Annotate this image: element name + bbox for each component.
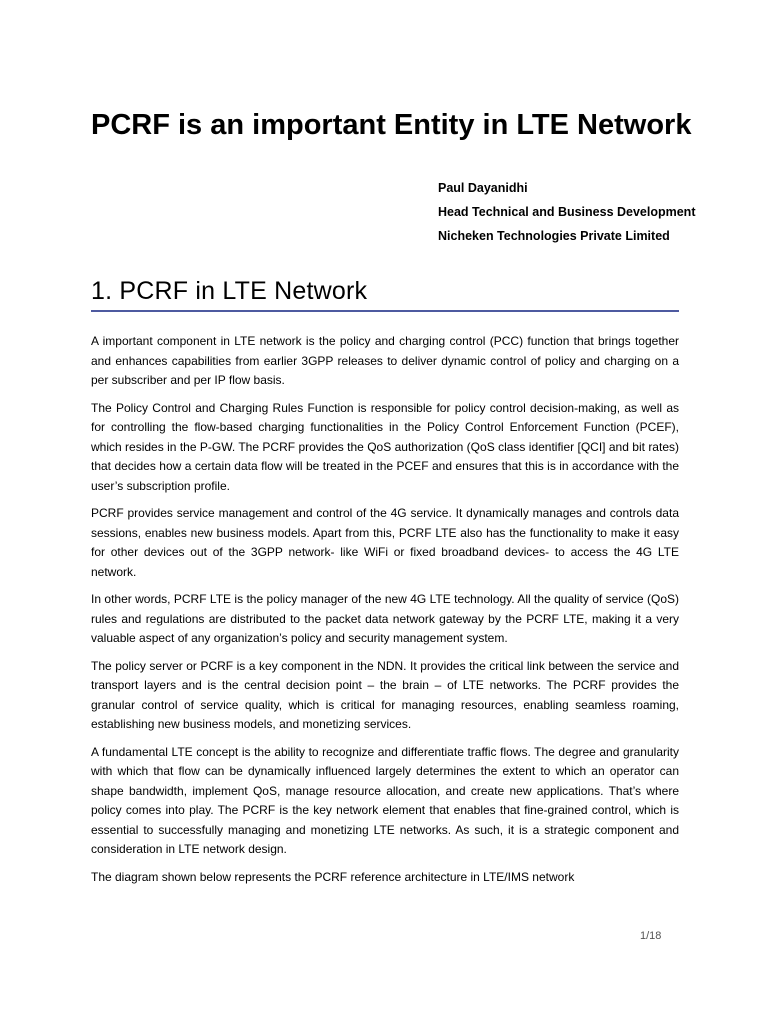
author-block xyxy=(438,176,728,248)
paragraph: PCRF provides service management and control of the 4G service. It dynamically manages and controls data sessions, enables new business models. Apart from this, PCRF LTE also has the functionality to make it easy for other devices out of the 3GPP network- like WiFi or fixed broadband devices- to access the 4G LTE network. xyxy=(91,506,679,579)
paragraph: In other words, PCRF LTE is the policy manager of the new 4G LTE technology. All the quality of service (QoS) rules and regulations are distributed to the packet data network gateway by the PCRF LTE, making it a very valuable aspect of any organization’s policy and security management system. xyxy=(91,592,679,645)
paragraph: A important component in LTE network is the policy and charging control (PCC) function that brings together and enhances capabilities from earlier 3GPP releases to deliver dynamic control of policy and charging on a per subscriber and per IP flow basis. xyxy=(91,334,679,387)
section-heading-text: 1. PCRF in LTE Network xyxy=(91,277,368,305)
paragraph: A fundamental LTE concept is the ability to recognize and differentiate traffic flows. The degree and granularity with which that flow can be dynamically influenced largely determines the extent to which an operator can shape bandwidth, implement QoS, manage resource allocation, and create new applications. That’s where policy comes into play. The PCRF is the key network element that enables that fine-grained control, which is essential to successfully managing and monetizing LTE networks. As such, it is a strategic component and consideration in LTE network design. xyxy=(91,744,679,856)
body-text xyxy=(91,332,679,895)
paragraph: The policy server or PCRF is a key component in the NDN. It provides the critical link between the service and transport layers and is the central decision point – the brain – of LTE networks. The PCRF provides the granular control of service quality, which is critical for managing resources, enabling seamless roaming, establishing new business models, and monetizing services. xyxy=(91,658,679,731)
author-role: Head Technical and Business Development xyxy=(438,205,696,219)
author-name: Paul Dayanidhi xyxy=(438,181,528,195)
paragraph: The diagram shown below represents the PCRF reference architecture in LTE/IMS network xyxy=(91,869,575,884)
section-heading xyxy=(91,274,679,312)
author-company: Nicheken Technologies Private Limited xyxy=(438,229,670,243)
page-number: 1/18 xyxy=(640,930,662,942)
document-title: PCRF is an important Entity in LTE Network xyxy=(91,109,692,141)
paragraph: The Policy Control and Charging Rules Function is responsible for policy control decision-making, as well as for controlling the flow-based charging functionalities in the Policy Control Enforcement Function (PCEF), which resides in the P-GW. The PCRF provides the QoS authorization (QoS class identifier [QCI] and bit rates) that decides how a certain data flow will be treated in the PCEF and ensures that this is in accordance with the user’s subscription profile. xyxy=(91,400,679,493)
